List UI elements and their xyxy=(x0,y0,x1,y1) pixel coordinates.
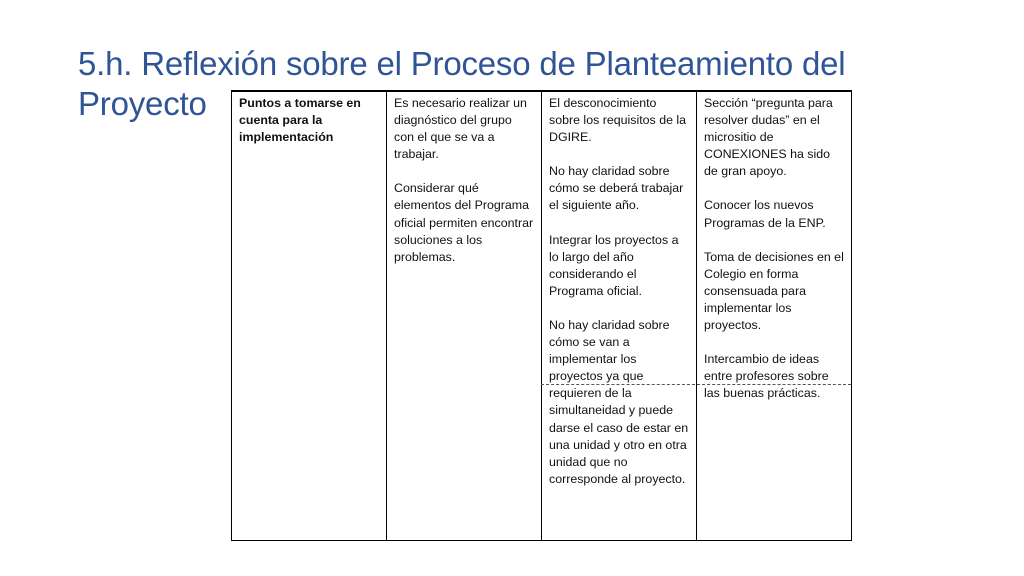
table-cell-paragraph: Sección “pregunta para resolver dudas” en el micrositio de CONEXIONES ha sido de gran apoyo. xyxy=(704,96,833,179)
table-row-heading: Puntos a tomarse en cuenta para la implementación xyxy=(239,96,361,145)
table-cell-paragraph: Intercambio de ideas entre profesores sobre las buenas prácticas. xyxy=(704,352,829,401)
table-cell-paragraph: Toma de decisiones en el Colegio en forma consensuada para implementar los proyectos. xyxy=(704,249,844,333)
reflection-table xyxy=(231,90,852,541)
table-cell-paragraph: Considerar qué elementos del Programa oficial permiten encontrar soluciones a los problemas. xyxy=(394,181,534,264)
table-column-conexiones xyxy=(696,92,851,540)
table-column-dgire xyxy=(541,92,696,540)
table-column-diagnosis xyxy=(386,92,541,540)
table-cell-paragraph: Integrar los proyectos a lo largo del año considerando el Programa oficial. xyxy=(549,232,679,298)
table-cell-paragraph: Conocer los nuevos Programas de la ENP. xyxy=(704,198,826,230)
table-column-implementation-points xyxy=(232,92,386,540)
table-cell-paragraph: No hay claridad sobre cómo se van a implementar los proyectos ya que requieren de la simultaneidad y puede darse el caso de estar en una unidad y otro en otra unidad que no corresponde al proyecto. xyxy=(549,317,689,486)
table-cell-paragraph: El desconocimiento sobre los requisitos de la DGIRE. xyxy=(549,96,687,145)
table-cell-paragraph: Es necesario realizar un diagnóstico del grupo con el que se va a trabajar. xyxy=(394,96,527,162)
table-cell-paragraph: No hay claridad sobre cómo se deberá trabajar el siguiente año. xyxy=(549,164,684,213)
page-break-dashed-divider xyxy=(541,384,851,385)
slide-title: 5.h. Reflexión sobre el Proceso de Planteamiento del Proyecto xyxy=(78,45,846,122)
